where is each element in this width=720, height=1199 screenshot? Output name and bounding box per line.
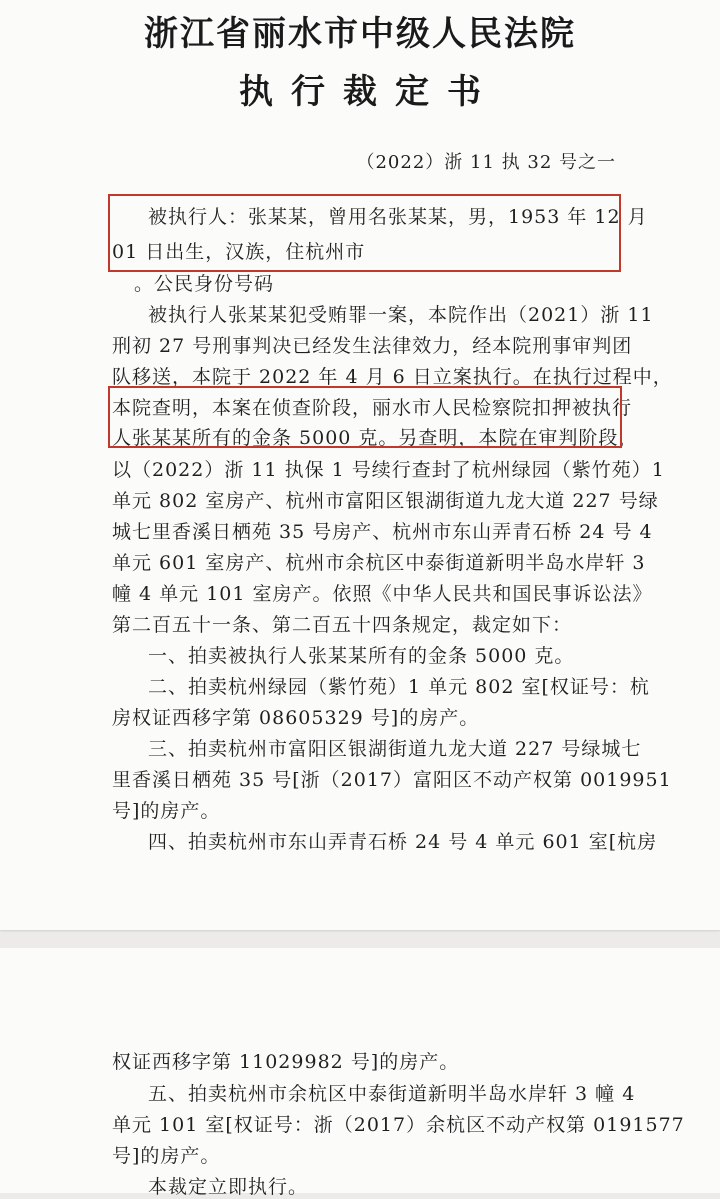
text-line: 单元 601 室房产、杭州市余杭区中泰街道新明半岛水岸轩 3 <box>112 552 646 574</box>
text-line: 刑初 27 号刑事判决已经发生法律效力，经本院刑事审判团 <box>112 335 633 357</box>
text-line: 城七里香溪日栖苑 35 号房产、杭州市东山弄青石桥 24 号 4 <box>112 521 653 543</box>
ruling-item-5: 五、拍卖杭州市余杭区中泰街道新明半岛水岸轩 3 幢 4 <box>148 1083 636 1105</box>
text-line: 号]的房产。 <box>112 1145 221 1167</box>
court-name-heading: 浙江省丽水市中级人民法院 <box>144 14 576 54</box>
text-line: 被执行人：张某某，曾用名张某某，男，1953 年 12 月 <box>148 206 648 228</box>
ruling-item-3: 三、拍卖杭州市富阳区银湖街道九龙大道 227 号绿城七 <box>148 738 642 760</box>
ruling-item-4: 四、拍卖杭州市东山弄青石桥 24 号 4 单元 601 室[杭房 <box>148 831 658 853</box>
text-line: 幢 4 单元 101 室房产。依照《中华人民共和国民事诉讼法》 <box>112 583 653 605</box>
highlight-box-gold-seizure <box>108 386 622 448</box>
ruling-item-2: 二、拍卖杭州绿园（紫竹苑）1 单元 802 室[权证号：杭 <box>148 676 650 698</box>
text-line: 以（2022）浙 11 执保 1 号续行查封了杭州绿园（紫竹苑）1 <box>112 459 665 481</box>
highlight-box-defendant <box>108 194 621 272</box>
text-line: 权证西移字第 11029982 号]的房产。 <box>112 1051 460 1073</box>
text-line: 。公民身份号码 <box>134 273 275 295</box>
case-number: （2022）浙 11 执 32 号之一 <box>356 152 616 173</box>
ruling-item-1: 一、拍卖被执行人张某某所有的金条 5000 克。 <box>148 645 575 667</box>
text-line: 房权证西移字第 08605329 号]的房产。 <box>112 707 480 729</box>
text-line: 队移送，本院于 2022 年 4 月 6 日立案执行。在执行过程中， <box>112 366 673 388</box>
text-line: 单元 802 室房产、杭州市富阳区银湖街道九龙大道 227 号绿 <box>112 490 659 512</box>
text-line: 里香溪日栖苑 35 号[浙（2017）富阳区不动产权第 0019951 <box>112 769 672 791</box>
text-line: 被执行人张某某犯受贿罪一案，本院作出（2021）浙 11 <box>148 304 654 326</box>
text-line: 单元 101 室[权证号：浙（2017）余杭区不动产权第 0191577 <box>112 1114 685 1136</box>
text-line: 号]的房产。 <box>112 800 221 822</box>
enforcement-statement: 本裁定立即执行。 <box>148 1176 309 1198</box>
text-line: 第二百五十一条、第二百五十四条规定，裁定如下： <box>112 614 573 636</box>
document-page-2 <box>0 948 720 1198</box>
text-line: 人张某某所有的金条 5000 克。另查明，本院在审判阶段， <box>112 427 639 449</box>
text-line: 01 日出生，汉族，住杭州市 <box>112 241 366 263</box>
document-type-heading: 执行裁定书 <box>239 72 499 112</box>
text-line: 本院查明，本案在侦查阶段，丽水市人民检察院扣押被执行 <box>112 397 633 419</box>
